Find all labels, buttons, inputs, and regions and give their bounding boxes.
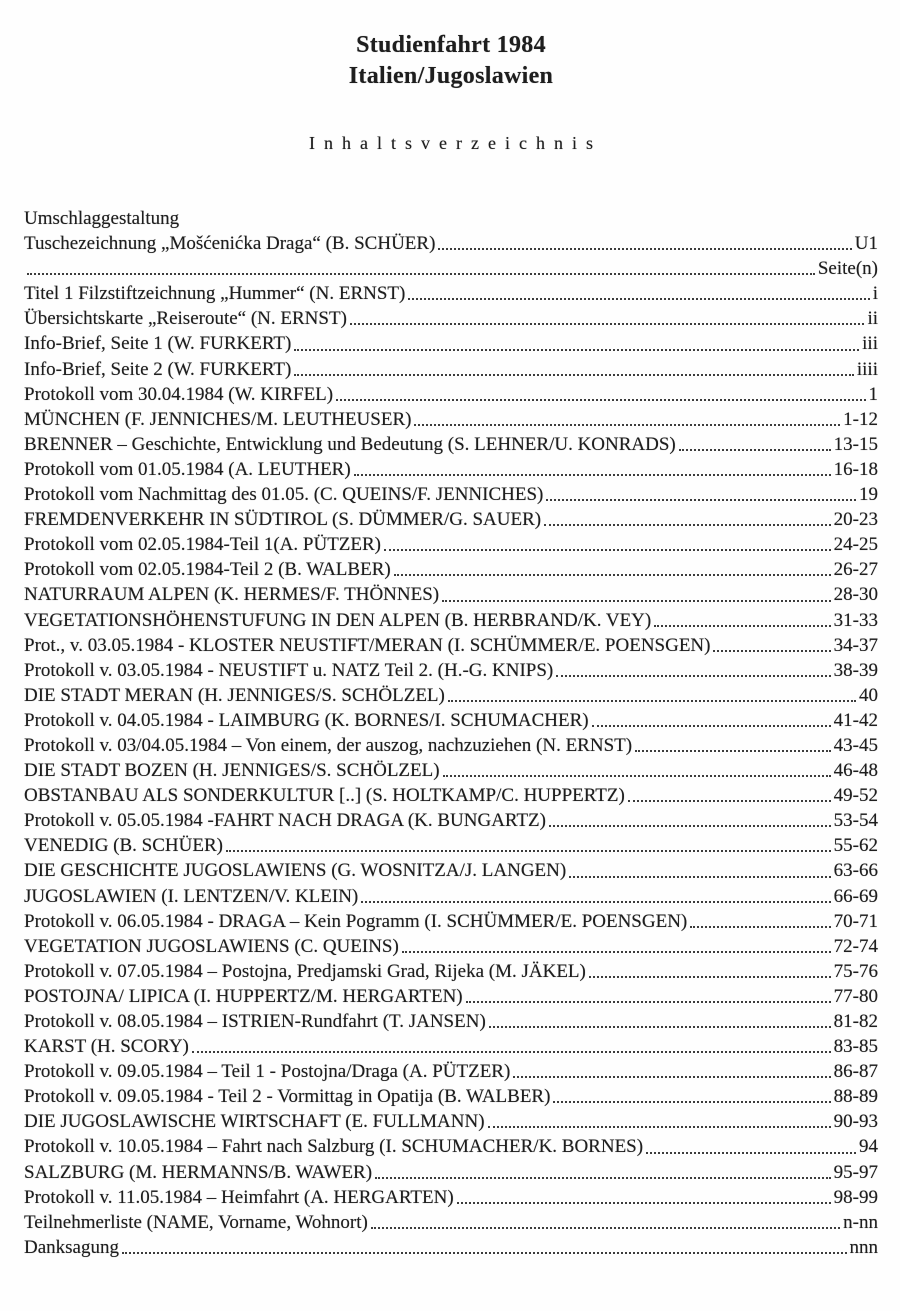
toc-entry-page: 94	[859, 1136, 878, 1158]
toc-entry-label: Protokoll v. 09.05.1984 – Teil 1 - Postojna/Draga (A. PÜTZER)	[24, 1061, 511, 1083]
toc-entry-page: 26-27	[833, 559, 878, 581]
toc-leader-dots	[443, 775, 831, 777]
toc-entry	[24, 1034, 878, 1059]
toc-entry-label: Protokoll v. 05.05.1984 -FAHRT NACH DRAGA (K. BUNGARTZ)	[24, 810, 546, 832]
toc-entry-page: 46-48	[833, 760, 878, 782]
toc-leader-dots	[556, 675, 830, 677]
toc-leader-dots	[336, 399, 865, 401]
toc-entry	[24, 1210, 878, 1235]
toc-entry-page: 40	[859, 684, 878, 706]
toc-leader-dots	[592, 725, 831, 727]
toc-entry-page: 83-85	[833, 1036, 878, 1058]
toc-leader-dots	[402, 951, 831, 953]
toc-leader-dots	[544, 524, 831, 526]
toc-entry-page: 90-93	[833, 1111, 878, 1133]
toc-entry-page: 31-33	[833, 609, 878, 631]
toc-entry-label: Protokoll v. 08.05.1984 – ISTRIEN-Rundfahrt (T. JANSEN)	[24, 1011, 486, 1032]
toc-entry-label: Protokoll v. 03/04.05.1984 – Von einem, der auszog, nachzuziehen (N. ERNST)	[24, 734, 633, 756]
toc-entry-page: ii	[867, 308, 878, 330]
toc-entry-page: Seite(n)	[817, 258, 878, 280]
toc-entry	[24, 1009, 878, 1034]
toc-entry-page: 34-37	[833, 634, 878, 656]
toc-entry-label: BRENNER – Geschichte, Entwicklung und Bedeutung (S. LEHNER/U. KONRADS)	[24, 433, 676, 455]
toc-entry-label: Protokoll vom 02.05.1984-Teil 1(A. PÜTZER)	[24, 534, 382, 556]
toc-entry-page: 70-71	[833, 910, 878, 932]
toc-entry-page: 43-45	[833, 734, 878, 756]
toc-entry	[24, 432, 878, 457]
toc-leader-dots	[442, 600, 831, 602]
toc-entry-label: DIE JUGOSLAWISCHE WIRTSCHAFT (E. FULLMANN)	[24, 1111, 485, 1133]
toc-entry-page: 1	[868, 383, 878, 405]
toc-heading: Inhaltsverzeichnis	[309, 133, 602, 153]
toc-entry	[24, 407, 878, 432]
toc-leader-dots	[394, 574, 831, 576]
toc-entry-label: Protokoll v. 04.05.1984 - LAIMBURG (K. BORNES/I. SCHUMACHER)	[24, 709, 589, 731]
toc-entry	[24, 1084, 878, 1109]
toc-leader-dots	[646, 1152, 856, 1154]
toc-entry	[24, 1160, 878, 1185]
toc-entry-label: Protokoll vom 30.04.1984 (W. KIRFEL)	[24, 383, 334, 405]
toc-leader-dots	[690, 926, 830, 928]
toc-leader-dots	[438, 248, 851, 250]
toc-leader-dots	[408, 298, 869, 300]
toc-entry-label: JUGOSLAWIEN (I. LENTZEN/V. KLEIN)	[24, 885, 359, 907]
toc-leader-dots	[192, 1051, 831, 1053]
toc-entry-page: 13-15	[833, 433, 878, 455]
toc-entry	[24, 608, 878, 633]
toc-entry	[24, 683, 878, 708]
toc-entry-page: 98-99	[833, 1186, 878, 1208]
toc-entry-page: 1-12	[843, 408, 878, 430]
toc-entry	[24, 808, 878, 833]
toc-entry-page: 38-39	[833, 659, 878, 681]
toc-leader-dots	[713, 650, 830, 652]
toc-leader-dots	[457, 1202, 831, 1204]
toc-entry-label: NATURRAUM ALPEN (K. HERMES/F. THÖNNES)	[24, 584, 440, 606]
toc-entry-label: Protokoll v. 03.05.1984 - NEUSTIFT u. NATZ Teil 2. (H.-G. KNIPS)	[24, 659, 554, 681]
toc-leader-dots	[350, 323, 865, 325]
toc-leader-dots	[488, 1126, 831, 1128]
toc-leader-dots	[122, 1252, 847, 1254]
toc-entry-label: Protokoll v. 07.05.1984 – Postojna, Predjamski Grad, Rijeka (M. JÄKEL)	[24, 960, 586, 982]
toc-entry-label: Übersichtskarte „Reiseroute“ (N. ERNST)	[24, 308, 347, 330]
toc-entry-label: Danksagung	[24, 1236, 119, 1258]
toc-entry-page: iii	[862, 333, 878, 355]
toc-entry	[24, 306, 878, 331]
toc-entry-page: 95-97	[833, 1161, 878, 1183]
toc-entry	[24, 256, 878, 281]
toc-entry-label: POSTOJNA/ LIPICA (I. HUPPERTZ/M. HERGARTEN)	[24, 985, 463, 1007]
toc-entry-label: DIE GESCHICHTE JUGOSLAWIENS (G. WOSNITZA/J. LANGEN)	[24, 860, 567, 882]
toc-leader-dots	[679, 449, 831, 451]
document-title-line1: Studienfahrt 1984	[356, 32, 546, 58]
toc-entry-label: FREMDENVERKEHR IN SÜDTIROL (S. DÜMMER/G. SAUER)	[24, 509, 542, 531]
toc-entry-page: 16-18	[833, 458, 878, 480]
toc-entry	[24, 382, 878, 407]
toc-entry	[24, 984, 878, 1009]
toc-leader-dots	[546, 499, 856, 501]
toc-leader-dots	[294, 374, 854, 376]
toc-entry-page: 19	[859, 484, 878, 506]
toc-leader-dots	[513, 1076, 830, 1078]
toc-leader-dots	[466, 1001, 831, 1003]
toc-leader-dots	[448, 700, 856, 702]
toc-entry	[24, 231, 878, 256]
toc-leader-dots	[375, 1177, 831, 1179]
toc-entry	[24, 758, 878, 783]
toc-entry	[24, 633, 878, 658]
toc-leader-dots	[354, 474, 831, 476]
toc-leader-dots	[27, 273, 815, 275]
toc-entry-label: Protokoll vom Nachmittag des 01.05. (C. QUEINS/F. JENNICHES)	[24, 484, 544, 506]
toc-entry	[24, 934, 878, 959]
toc-entry	[24, 733, 878, 758]
toc-entry	[24, 783, 878, 808]
toc-entry-label: Teilnehmerliste (NAME, Vorname, Wohnort)	[24, 1211, 368, 1233]
document-title-line2: Italien/Jugoslawien	[348, 63, 554, 89]
toc-leader-dots	[654, 625, 830, 627]
toc-entry-page: 66-69	[833, 885, 878, 907]
toc-entry-page: n-nn	[843, 1211, 878, 1233]
toc-entry	[24, 1185, 878, 1210]
toc-entry-page: U1	[854, 233, 878, 255]
toc-entry-page: 63-66	[833, 860, 878, 882]
toc-leader-dots	[553, 1101, 830, 1103]
toc-entry-label: Protokoll vom 01.05.1984 (A. LEUTHER)	[24, 458, 351, 480]
toc-entry	[24, 457, 878, 482]
toc-entry-label: Info-Brief, Seite 1 (W. FURKERT)	[24, 333, 292, 355]
toc-entry	[24, 1134, 878, 1159]
toc-entry	[24, 557, 878, 582]
toc-leader-dots	[635, 750, 831, 752]
toc-entry-label: Titel 1 Filzstiftzeichnung „Hummer“ (N. ERNST)	[24, 283, 406, 305]
toc-entry	[24, 206, 878, 231]
toc-entry-page: 55-62	[833, 835, 878, 857]
toc-entry-label: SALZBURG (M. HERMANNS/B. WAWER)	[24, 1161, 373, 1183]
toc-entry-page: 20-23	[833, 509, 878, 531]
toc-entry	[24, 507, 878, 532]
toc-entry	[24, 708, 878, 733]
toc-leader-dots	[384, 549, 831, 551]
toc-entry	[24, 833, 878, 858]
toc-entry-page: 49-52	[833, 785, 878, 807]
toc-entry	[24, 909, 878, 934]
toc-leader-dots	[371, 1227, 840, 1229]
toc-entry	[24, 858, 878, 883]
toc-entry-label: Protokoll v. 10.05.1984 – Fahrt nach Salzburg (I. SCHUMACHER/K. BORNES)	[24, 1136, 644, 1158]
toc-entry-label: Protokoll v. 06.05.1984 - DRAGA – Kein Pogramm (I. SCHÜMMER/E. POENSGEN)	[24, 910, 688, 932]
toc-entry-label: Info-Brief, Seite 2 (W. FURKERT)	[24, 358, 292, 380]
toc-entry	[24, 331, 878, 356]
toc-entry	[24, 357, 878, 382]
toc-entry-page: 28-30	[833, 584, 878, 606]
toc-entry-page: 81-82	[833, 1011, 878, 1032]
toc-entry-page: 72-74	[833, 935, 878, 957]
toc-entry	[24, 959, 878, 984]
toc-leader-dots	[549, 825, 831, 827]
toc-leader-dots	[589, 976, 831, 978]
toc-entry-label: Protokoll vom 02.05.1984-Teil 2 (B. WALBER)	[24, 559, 391, 581]
toc-entry-page: 77-80	[833, 985, 878, 1007]
toc-entry-page: 88-89	[833, 1086, 878, 1108]
toc-entry	[24, 482, 878, 507]
toc-entry-page: 24-25	[833, 534, 878, 556]
toc-leader-dots	[569, 876, 830, 878]
toc-entry-label: VENEDIG (B. SCHÜER)	[24, 835, 223, 857]
toc-entry-label: Tuschezeichnung „Mošćenićka Draga“ (B. SCHÜER)	[24, 233, 436, 255]
toc-entry-label: DIE STADT MERAN (H. JENNIGES/S. SCHÖLZEL)	[24, 684, 445, 706]
toc-leader-dots	[628, 800, 831, 802]
toc-entry-label: Protokoll v. 11.05.1984 – Heimfahrt (A. HERGARTEN)	[24, 1186, 454, 1208]
toc-entry	[24, 1059, 878, 1084]
toc-entry-label: Prot., v. 03.05.1984 - KLOSTER NEUSTIFT/MERAN (I. SCHÜMMER/E. POENSGEN)	[24, 634, 711, 656]
toc-leader-dots	[361, 901, 830, 903]
toc-entry-page: 41-42	[833, 709, 878, 731]
toc-entry-label: Umschlaggestaltung	[24, 208, 180, 229]
toc-entry-label: KARST (H. SCORY)	[24, 1036, 189, 1058]
toc-entry-label: DIE STADT BOZEN (H. JENNIGES/S. SCHÖLZEL)	[24, 760, 440, 782]
toc-entry-page: iiii	[856, 358, 878, 380]
toc-entry-page: nnn	[849, 1236, 878, 1258]
toc-entry	[24, 582, 878, 607]
toc-entry-page: i	[872, 283, 878, 305]
toc-entry	[24, 1235, 878, 1260]
toc-entry-page: 75-76	[833, 960, 878, 982]
toc-entry-page: 86-87	[833, 1061, 878, 1083]
toc-entry-page: 53-54	[833, 810, 878, 832]
toc-leader-dots	[226, 850, 831, 852]
toc-entry	[24, 281, 878, 306]
toc-entry	[24, 532, 878, 557]
toc-entry-label: OBSTANBAU ALS SONDERKULTUR [..] (S. HOLTKAMP/C. HUPPERTZ)	[24, 785, 625, 807]
document-title	[24, 30, 878, 92]
toc-leader-dots	[489, 1026, 831, 1028]
toc-entry-label: VEGETATION JUGOSLAWIENS (C. QUEINS)	[24, 935, 399, 957]
toc-entry-label: Protokoll v. 09.05.1984 - Teil 2 - Vormittag in Opatija (B. WALBER)	[24, 1086, 551, 1108]
toc-entry	[24, 1109, 878, 1134]
toc-entry	[24, 884, 878, 909]
toc-entry-label: VEGETATIONSHÖHENSTUFUNG IN DEN ALPEN (B. HERBRAND/K. VEY)	[24, 609, 652, 631]
toc-leader-dots	[414, 424, 840, 426]
toc-entry-label: MÜNCHEN (F. JENNICHES/M. LEUTHEUSER)	[24, 408, 412, 430]
toc-entry	[24, 658, 878, 683]
toc-list	[24, 206, 878, 1260]
toc-leader-dots	[294, 349, 859, 351]
